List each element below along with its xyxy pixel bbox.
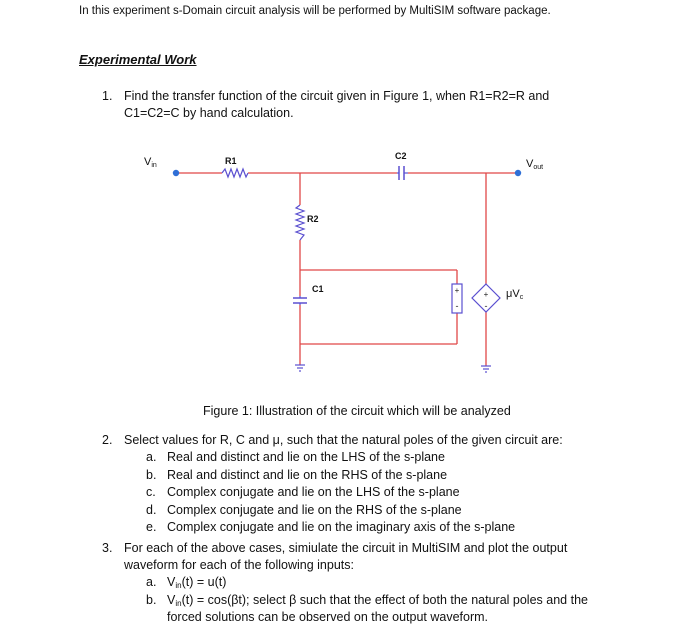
vout-label: Vout [526, 158, 544, 171]
r2-label: R2 [307, 214, 319, 224]
q3-line1: For each of the above cases, simiulate the circuit in MultiSIM and plot the output [124, 541, 568, 555]
svg-text:+: + [483, 290, 489, 299]
c2-label: C2 [395, 151, 407, 161]
q1-line2: C1=C2=C by hand calculation. [124, 106, 294, 120]
q2-item-text: Real and distinct and lie on the RHS of the s-plane [167, 467, 448, 482]
r1-label: R1 [225, 156, 237, 166]
intro-text: In this experiment s-Domain circuit analysis will be performed by MultiSIM software package. [79, 5, 551, 17]
svg-text:-: - [455, 301, 459, 311]
r2-resistor [296, 205, 304, 240]
svg-text:-: - [484, 301, 488, 311]
q3-line2: waveform for each of the following inputs: [124, 558, 354, 572]
q2-item-text: Complex conjugate and lie on the RHS of the s-plane [167, 502, 462, 517]
gain-label: μVc [506, 288, 524, 301]
c1-capacitor [293, 296, 307, 305]
q2-item-text: Complex conjugate and lie on the LHS of the s-plane [167, 485, 460, 499]
figure-caption: Figure 1: Illustration of the circuit which will be analyzed [203, 404, 511, 418]
vin-terminal [173, 170, 179, 176]
c1-label: C1 [312, 284, 324, 294]
q1-line1: Find the transfer function of the circuit given in Figure 1, when R1=R2=R and [124, 89, 550, 103]
q2-item-letter: b. [146, 467, 157, 482]
r1-resistor [222, 169, 248, 177]
section-heading: Experimental Work [79, 52, 197, 67]
circuit-wires [176, 173, 517, 366]
q2-item-letter: c. [146, 485, 156, 499]
q2-item-letter: d. [146, 502, 157, 517]
q2-item-letter: e. [146, 520, 157, 534]
dependent-source [472, 284, 500, 312]
q1-number: 1. [102, 89, 113, 103]
q2-item-text: Complex conjugate and lie on the imaginary axis of the s-plane [167, 520, 516, 534]
ground-right-icon [481, 366, 491, 372]
ground-left-icon [295, 365, 305, 371]
voltage-sense-element [452, 284, 462, 313]
q2-number: 2. [102, 433, 113, 447]
q3b-text: $V_{in}(t) = \cos(\beta t)$; select β such that the effect of both the natural poles and the [167, 593, 588, 608]
q3a-text: $V_{in}(t) = u(t)$ [167, 575, 227, 590]
vout-terminal [515, 170, 521, 176]
c2-capacitor [397, 166, 408, 180]
q2-text: Select values for R, C and μ, such that the natural poles of the given circuit are: [124, 433, 563, 447]
q2-item-letter: a. [146, 450, 157, 464]
q2-item-text: Real and distinct and lie on the LHS of the s-plane [167, 450, 445, 464]
q3-number: 3. [102, 541, 113, 555]
q3b-line2: forced solutions can be observed on the output waveform. [167, 610, 489, 624]
vin-label: Vin [144, 156, 157, 169]
svg-text:+: + [454, 286, 460, 295]
q3a-letter: a. [146, 575, 157, 589]
q3b-letter: b. [146, 593, 157, 607]
